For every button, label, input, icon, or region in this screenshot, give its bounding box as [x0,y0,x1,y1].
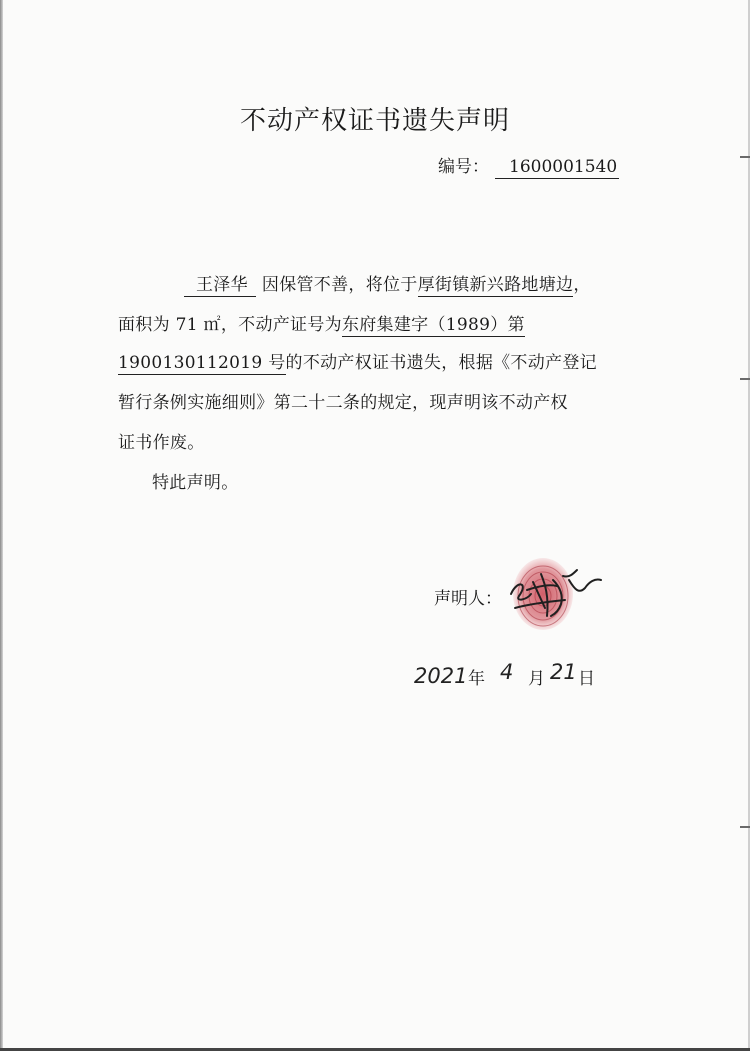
body-line-4: 暂行条例实施细则》第二十二条的规定，现声明该不动产权 [118,393,568,413]
scan-mark [740,378,750,380]
declarant-name: 王泽华 [184,275,256,297]
body-line-2 [118,310,525,335]
handwritten-signature [505,560,605,620]
body-line-3 [118,348,597,373]
body-text: ， [573,275,591,295]
scan-mark [740,156,750,158]
scan-edge-left [0,0,3,1051]
body-line-5: 证书作废。 [118,433,205,453]
body-text: 因保管不善，将位于 [261,275,418,295]
closing-statement: 特此声明。 [152,473,239,493]
body-text: 的不动产权证书遗失，根据《不动产登记 [285,353,597,373]
declarant-label: 声明人： [434,589,502,609]
document-title: 不动产权证书遗失声明 [239,106,510,136]
serial-value: 1600001540 [495,157,619,179]
certificate-number-part1: 东府集建字（1989）第 [341,315,525,335]
date-day-handwritten: 21 [550,660,577,684]
serial-number [438,152,619,179]
certificate-number-part2: 1900130112019 号 [118,353,286,373]
date-month-label: 月 [528,669,545,689]
property-location: 厚街镇新兴路地塘边 [417,275,574,295]
date-year-label: 年 [468,669,485,689]
declaration-date [410,656,610,696]
date-day-label: 日 [578,669,595,689]
date-month-handwritten: 4 [500,660,514,684]
serial-label: 编号： [438,157,489,177]
body-text: 面积为 71 ㎡，不动产证号为 [118,315,342,335]
date-year-handwritten: 2021 [414,664,468,688]
scan-mark [740,826,750,828]
body-line-1 [184,270,591,295]
